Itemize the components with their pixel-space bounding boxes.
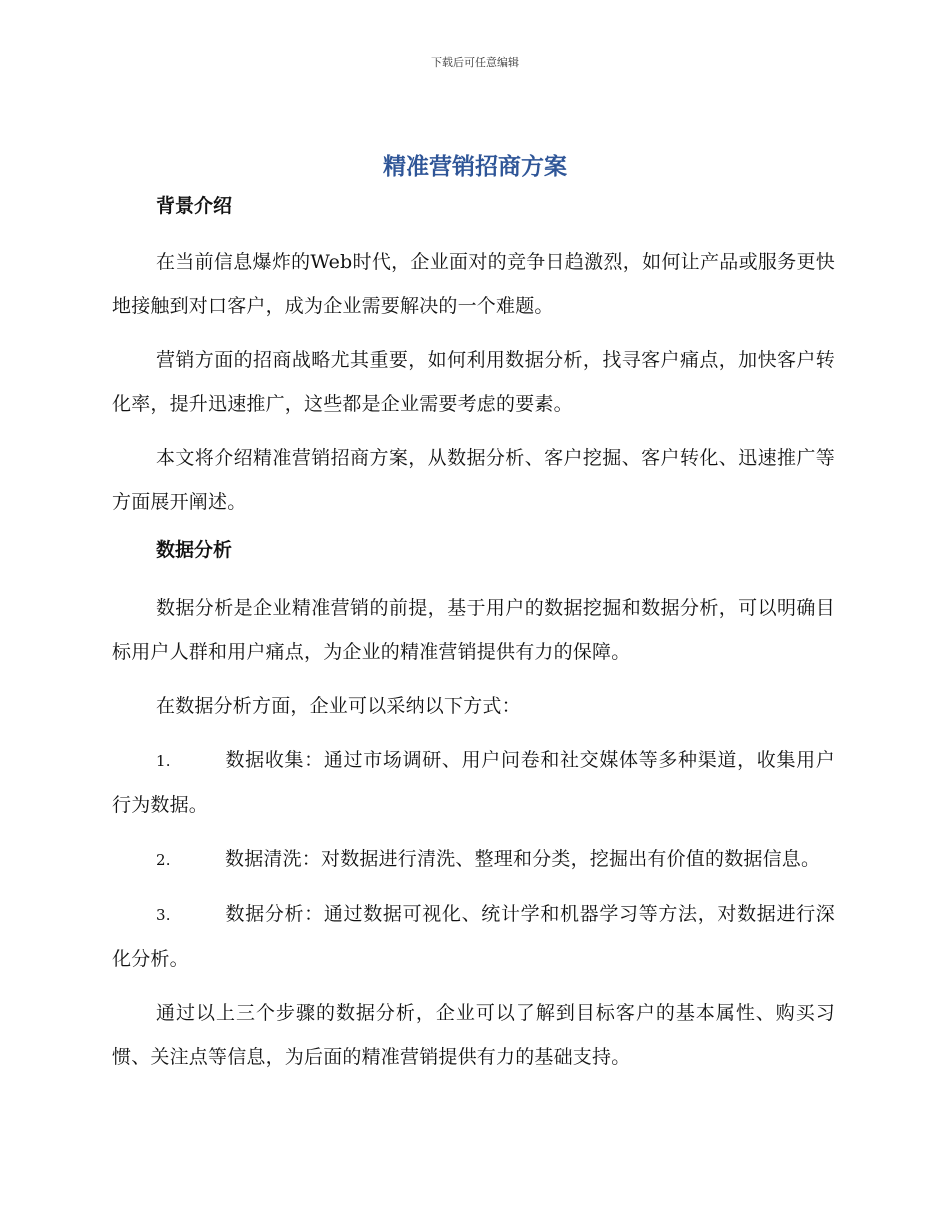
list-item [112,738,835,827]
list-item [112,837,835,882]
list-item-number: 1. [156,752,171,770]
paragraph: 营销方面的招商战略尤其重要，如何利用数据分析，找寻客户痛点，加快客户转化率，提升迅速推广，这些都是企业需要考虑的要素。 [112,349,835,415]
paragraph: 数据分析是企业精准营销的前提，基于用户的数据挖掘和数据分析，可以明确目标用户人群和用户痛点，为企业的精准营销提供有力的保障。 [112,597,835,663]
page-header-note: 下载后可任意编辑 [431,56,519,69]
list-item-number: 3. [156,906,171,924]
list-item-text: 数据收集：通过市场调研、用户问卷和社交媒体等多种渠道，收集用户行为数据。 [112,749,835,816]
section-heading-background: 背景介绍 [156,195,233,217]
paragraph: 本文将介绍精准营销招商方案，从数据分析、客户挖掘、客户转化、迅速推广等方面展开阐述。 [112,447,835,513]
list-item-text: 数据清洗：对数据进行清洗、整理和分类，挖掘出有价值的数据信息。 [225,848,821,870]
document-body [112,190,835,1089]
closing-paragraph: 通过以上三个步骤的数据分析，企业可以了解到目标客户的基本属性、购买习惯、关注点等信息，为后面的精准营销提供有力的基础支持。 [112,1002,835,1068]
paragraph: 在当前信息爆炸的Web时代，企业面对的竞争日趋激烈，如何让产品或服务更快地接触到对口客户，成为企业需要解决的一个难题。 [112,251,835,317]
list-item-text: 数据分析：通过数据可视化、统计学和机器学习等方法，对数据进行深化分析。 [112,903,835,970]
document-title: 精准营销招商方案 [383,154,567,180]
section-heading-data-analysis: 数据分析 [156,539,233,561]
list-item [112,892,835,981]
list-item-number: 2. [156,851,171,869]
paragraph: 在数据分析方面，企业可以采纳以下方式： [156,695,521,717]
